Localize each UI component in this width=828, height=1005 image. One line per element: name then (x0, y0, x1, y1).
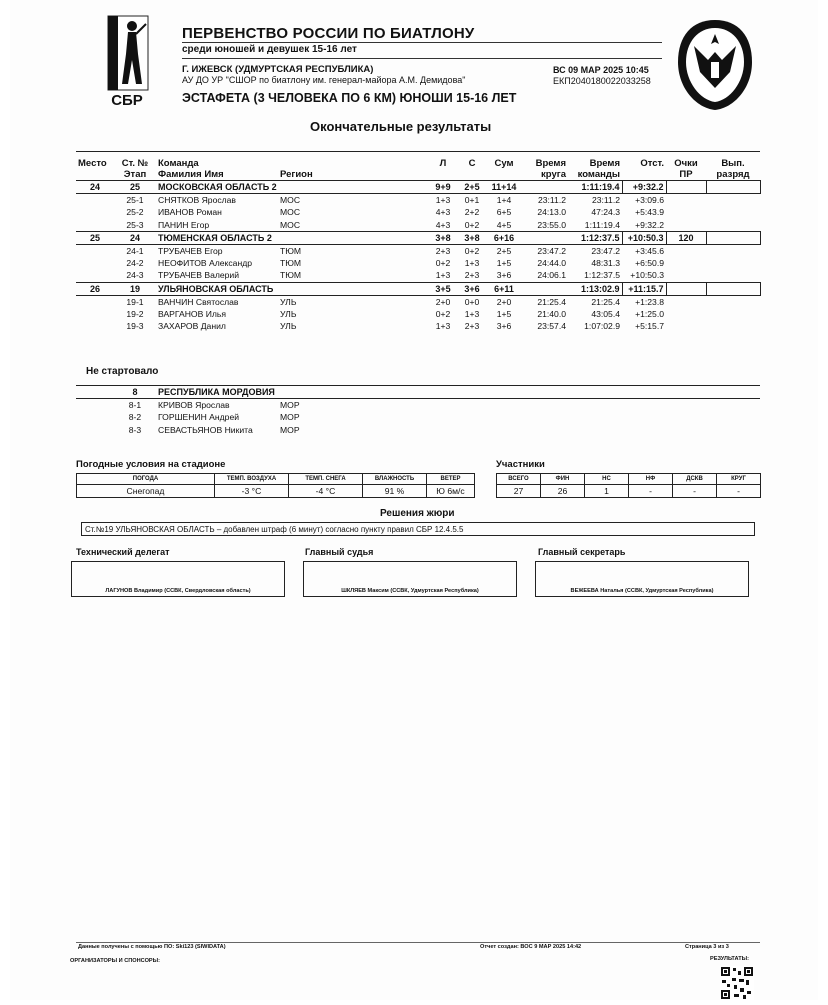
member-place (76, 206, 114, 218)
member-row (76, 269, 760, 282)
qr-code-icon (720, 966, 754, 1000)
member-behind: +3:45.6 (635, 246, 664, 257)
col-place: Место (76, 152, 114, 181)
weather-value-row (77, 485, 475, 498)
col-team: Команда Фамилия Имя (156, 152, 278, 181)
team-standing: 3+8 (458, 231, 486, 244)
member-prone: 0+2 (435, 308, 451, 319)
official-title-secretary: Главный секретарь (538, 547, 626, 557)
member-sum: 6+5 (496, 207, 512, 218)
team-prone: 3+8 (428, 231, 458, 244)
member-region: МОС (280, 219, 301, 230)
signature-box-judge (303, 561, 517, 597)
member-standing: 2+3 (464, 321, 480, 332)
participants-header-cell: ВСЕГО (497, 474, 541, 485)
logo-text: СБР (111, 92, 143, 109)
race-name: ЭСТАФЕТА (3 ЧЕЛОВЕКА ПО 6 КМ) ЮНОШИ 15-16 ЛЕТ (182, 91, 517, 105)
member-lap: 24:06.1 (537, 270, 566, 281)
member-row (76, 206, 760, 218)
member-standing: 2+2 (464, 207, 480, 218)
team-row (76, 231, 760, 244)
member-points (666, 320, 706, 332)
emblem-icon (672, 16, 758, 114)
team-name: ТЮМЕНСКАЯ ОБЛАСТЬ 2 (156, 231, 428, 244)
ns-leg: 8-1 (128, 400, 142, 411)
member-name: СНЯТКОВ Ярослав (158, 195, 237, 206)
member-lap: 21:40.0 (537, 308, 566, 319)
organizer: АУ ДО УР "СШОР по биатлону им. генерал-майора А.М. Демидова" (182, 75, 466, 85)
ns-leg: 8-2 (128, 412, 142, 423)
member-name: ТРУБАЧЕВ Егор (158, 246, 223, 257)
signature-box-secretary (535, 561, 749, 597)
member-leg: 19-3 (126, 321, 144, 332)
member-sum: 1+5 (496, 258, 512, 269)
team-place: 24 (76, 181, 114, 194)
location: Г. ИЖЕВСК (УДМУРТСКАЯ РЕСПУБЛИКА) (182, 64, 374, 75)
member-leg: 19-2 (126, 308, 144, 319)
team-behind: +9:32.2 (622, 181, 666, 194)
member-row (76, 219, 760, 232)
team-name: УЛЬЯНОВСКАЯ ОБЛАСТЬ (156, 282, 428, 295)
member-points (666, 206, 706, 218)
member-points (666, 269, 706, 282)
member-points (666, 194, 706, 207)
member-region: МОС (280, 195, 301, 206)
member-sum: 3+6 (496, 321, 512, 332)
team-points: 120 (666, 231, 706, 244)
ns-name: СЕВАСТЬЯНОВ Никита (158, 424, 253, 435)
member-name: ВАНЧИН Святослав (158, 296, 239, 307)
member-rank (706, 257, 760, 269)
member-prone: 4+3 (435, 207, 451, 218)
member-standing: 0+2 (464, 246, 480, 257)
weather-value-cell: -3 °C (215, 485, 289, 498)
member-points (666, 244, 706, 257)
member-team-time: 21:25.4 (591, 296, 620, 307)
not-started-label: Не стартовало (86, 366, 159, 377)
ns-blank (76, 424, 114, 436)
weather-value-cell: -4 °C (289, 485, 363, 498)
weather-header-cell: ВЛАЖНОСТЬ (363, 474, 427, 485)
participants-header-cell: ДСКВ (673, 474, 717, 485)
member-rank (706, 244, 760, 257)
footer-page: Страница 3 из 3 (685, 944, 729, 950)
weather-title: Погодные условия на стадионе (76, 459, 226, 470)
member-behind: +5:43.9 (635, 207, 664, 218)
subtitle: среди юношей и девушек 15-16 лет (182, 44, 357, 55)
col-lap-time: Время круга (522, 152, 568, 181)
weather-header-cell: ТЕМП. ВОЗДУХА (215, 474, 289, 485)
official-name-judge: ШКЛЯЕВ Максим (ССВК, Удмуртская Республика) (341, 588, 479, 594)
jury-title: Решения жюри (380, 508, 455, 519)
final-results-title: Окончательные результаты (310, 119, 492, 134)
member-rank (706, 206, 760, 218)
not-started-member-row (76, 399, 760, 412)
member-leg: 25-2 (126, 207, 144, 218)
member-standing: 0+2 (464, 219, 480, 230)
not-started-blank (428, 386, 760, 399)
not-started-bib: 8 (114, 386, 156, 399)
member-place (76, 308, 114, 320)
not-started-place (76, 386, 114, 399)
official-title-td: Технический делегат (76, 547, 170, 557)
team-behind: +11:15.7 (622, 282, 666, 295)
ns-name: ГОРШЕНИН Андрей (158, 412, 240, 423)
member-standing: 1+3 (464, 308, 480, 319)
member-region: ТЮМ (280, 258, 302, 269)
member-points (666, 295, 706, 308)
team-place: 26 (76, 282, 114, 295)
team-lap (522, 282, 568, 295)
participants-value-cell: 1 (585, 485, 629, 498)
official-title-judge: Главный судья (305, 547, 374, 557)
col-points: Очки ПР (666, 152, 706, 181)
footer-software: Данные получены с помощью ПО: Ski123 (SIWIDATA) (78, 944, 226, 950)
weather-header-cell: ПОГОДА (77, 474, 215, 485)
team-rank (706, 181, 760, 194)
member-standing: 0+0 (464, 296, 480, 307)
footer-rule (76, 942, 760, 943)
member-row (76, 308, 760, 320)
footer-organizers: ОРГАНИЗАТОРЫ И СПОНСОРЫ: (70, 958, 161, 964)
member-team-time: 23:11.2 (591, 195, 620, 206)
member-behind: +9:32.2 (635, 219, 664, 230)
team-standing: 2+5 (458, 181, 486, 194)
team-time: 1:13:02.9 (568, 282, 622, 295)
weather-value-cell: 91 % (363, 485, 427, 498)
not-started-member-row (76, 424, 760, 436)
team-row (76, 282, 760, 295)
member-prone: 0+2 (435, 258, 451, 269)
member-points (666, 219, 706, 232)
col-bib: Ст. № Этап (114, 152, 156, 181)
member-row (76, 320, 760, 332)
member-region: ТЮМ (280, 246, 302, 257)
member-lap: 23:55.0 (537, 219, 566, 230)
member-place (76, 219, 114, 232)
member-prone: 2+0 (435, 296, 451, 307)
member-leg: 24-1 (126, 246, 144, 257)
member-region: УЛЬ (280, 296, 297, 307)
member-behind: +3:09.6 (635, 195, 664, 206)
member-name: ЗАХАРОВ Данил (158, 321, 226, 332)
member-place (76, 244, 114, 257)
member-lap: 23:47.2 (537, 246, 566, 257)
ns-leg: 8-3 (128, 424, 142, 435)
member-leg: 25-3 (126, 219, 144, 230)
member-prone: 1+3 (435, 321, 451, 332)
member-lap: 24:13.0 (537, 207, 566, 218)
team-bib: 25 (114, 181, 156, 194)
member-name: ВАРГАНОВ Илья (158, 308, 227, 319)
results-page (10, 0, 818, 1000)
participants-table (496, 473, 761, 498)
member-team-time: 43:05.4 (591, 308, 620, 319)
member-name: ТРУБАЧЕВ Валерий (158, 270, 240, 281)
member-sum: 1+4 (496, 195, 512, 206)
member-team-time: 1:07:02.9 (584, 321, 620, 332)
member-region: УЛЬ (280, 308, 297, 319)
team-points (666, 181, 706, 194)
team-sum: 11+14 (486, 181, 522, 194)
member-sum: 1+5 (496, 308, 512, 319)
member-standing: 1+3 (464, 258, 480, 269)
participants-header-cell: НФ (629, 474, 673, 485)
member-standing: 2+3 (464, 270, 480, 281)
member-behind: +10:50.3 (630, 270, 664, 281)
ns-blank-tail (428, 424, 760, 436)
udmurtia-emblem (672, 16, 758, 114)
weather-value-cell: Ю 6м/с (427, 485, 475, 498)
member-sum: 4+5 (496, 219, 512, 230)
member-prone: 1+3 (435, 270, 451, 281)
ns-region: МОР (280, 412, 300, 423)
ns-blank-tail (428, 411, 760, 423)
participants-value-row (497, 485, 761, 498)
member-lap: 24:44.0 (537, 258, 566, 269)
member-region: УЛЬ (280, 321, 297, 332)
member-team-time: 23:47.2 (591, 246, 620, 257)
member-region: МОС (280, 207, 301, 218)
footer-results: РЕЗУЛЬТАТЫ: (710, 956, 749, 962)
participants-header-cell: ФИН (541, 474, 585, 485)
title-rule (182, 42, 662, 43)
member-lap: 23:11.2 (537, 195, 566, 206)
member-lap: 23:57.4 (537, 321, 566, 332)
participants-header-cell: КРУГ (717, 474, 761, 485)
ns-region: МОР (280, 400, 300, 411)
member-prone: 2+3 (435, 246, 451, 257)
weather-header-row (77, 474, 475, 485)
member-rank (706, 269, 760, 282)
team-points (666, 282, 706, 295)
participants-value-cell: 27 (497, 485, 541, 498)
member-behind: +1:23.8 (635, 296, 664, 307)
page-title: ПЕРВЕНСТВО РОССИИ ПО БИАТЛОНУ (182, 25, 475, 42)
member-place (76, 269, 114, 282)
member-behind: +6:50.9 (635, 258, 664, 269)
not-started-team: РЕСПУБЛИКА МОРДОВИЯ (156, 386, 428, 399)
member-team-time: 1:11:19.4 (584, 219, 620, 230)
weather-value-cell: Снегопад (77, 485, 215, 498)
team-rank (706, 231, 760, 244)
member-name: ПАНИН Егор (158, 219, 210, 230)
member-row (76, 244, 760, 257)
ns-blank (76, 411, 114, 423)
member-prone: 1+3 (435, 195, 451, 206)
team-prone: 9+9 (428, 181, 458, 194)
team-name: МОСКОВСКАЯ ОБЛАСТЬ 2 (156, 181, 428, 194)
member-sum: 2+5 (496, 246, 512, 257)
team-place: 25 (76, 231, 114, 244)
member-sum: 2+0 (496, 296, 512, 307)
member-points (666, 308, 706, 320)
race-datetime: ВС 09 МАР 2025 10:45 (553, 65, 649, 75)
member-leg: 25-1 (126, 195, 144, 206)
weather-header-cell: ВЕТЕР (427, 474, 475, 485)
signature-box-td (71, 561, 285, 597)
team-sum: 6+16 (486, 231, 522, 244)
member-name: НЕОФИТОВ Александр (158, 258, 252, 269)
col-rank: Вып. разряд (706, 152, 760, 181)
ns-name: КРИВОВ Ярослав (158, 400, 230, 411)
member-behind: +1:25.0 (635, 308, 664, 319)
ns-region: МОР (280, 424, 300, 435)
team-bib: 24 (114, 231, 156, 244)
subtitle-rule (182, 58, 662, 59)
member-row (76, 194, 760, 207)
race-code: ЕКП2040180022033258 (553, 76, 651, 86)
member-place (76, 194, 114, 207)
jury-decision: Ст.№19 УЛЬЯНОВСКАЯ ОБЛАСТЬ – добавлен штраф (6 минут) согласно пункту правил СБР 12.4.5.5 (81, 522, 755, 536)
participants-value-cell: - (717, 485, 761, 498)
member-rank (706, 308, 760, 320)
member-rank (706, 194, 760, 207)
footer-created: Отчет создан: ВОС 9 МАР 2025 14:42 (480, 944, 582, 950)
participants-value-cell: - (673, 485, 717, 498)
team-bib: 19 (114, 282, 156, 295)
col-standing: С (458, 152, 486, 181)
member-behind: +5:15.7 (635, 321, 664, 332)
member-row (76, 295, 760, 308)
member-lap: 21:25.4 (537, 296, 566, 307)
member-team-time: 1:12:37.5 (584, 270, 620, 281)
member-sum: 3+6 (496, 270, 512, 281)
table-header (76, 152, 760, 181)
results-table (76, 151, 761, 332)
col-region: Регион (278, 152, 428, 181)
member-points (666, 257, 706, 269)
member-prone: 4+3 (435, 219, 451, 230)
member-rank (706, 219, 760, 232)
col-sum: Сум (486, 152, 522, 181)
participants-header-cell: НС (585, 474, 629, 485)
team-behind: +10:50.3 (622, 231, 666, 244)
team-sum: 6+11 (486, 282, 522, 295)
member-place (76, 320, 114, 332)
participants-value-cell: 26 (541, 485, 585, 498)
member-team-time: 47:24.3 (591, 207, 620, 218)
not-started-member-row (76, 411, 760, 423)
team-rank (706, 282, 760, 295)
team-lap (522, 231, 568, 244)
not-started-table (76, 385, 760, 436)
member-standing: 0+1 (464, 195, 480, 206)
member-row (76, 257, 760, 269)
col-team-time: Время команды (568, 152, 622, 181)
team-lap (522, 181, 568, 194)
col-behind: Отст. (622, 152, 666, 181)
col-prone: Л (428, 152, 458, 181)
ns-blank-tail (428, 399, 760, 412)
member-leg: 24-2 (126, 258, 144, 269)
official-name-td: ЛАГУНОВ Владимир (ССВК, Свердловская область) (105, 588, 251, 594)
team-standing: 3+6 (458, 282, 486, 295)
member-team-time: 48:31.3 (591, 258, 620, 269)
official-name-secretary: ВЕЖЕЕВА Наталья (ССВК, Удмуртская Республика) (570, 588, 714, 594)
participants-value-cell: - (629, 485, 673, 498)
member-leg: 19-1 (126, 296, 144, 307)
results-body (76, 181, 760, 333)
weather-header-cell: ТЕМП. СНЕГА (289, 474, 363, 485)
team-time: 1:11:19.4 (568, 181, 622, 194)
member-name: ИВАНОВ Роман (158, 207, 222, 218)
member-place (76, 257, 114, 269)
member-rank (706, 295, 760, 308)
member-place (76, 295, 114, 308)
team-time: 1:12:37.5 (568, 231, 622, 244)
sbr-logo (102, 14, 152, 112)
not-started-team-row (76, 386, 760, 399)
member-region: ТЮМ (280, 270, 302, 281)
participants-header-row (497, 474, 761, 485)
team-prone: 3+5 (428, 282, 458, 295)
team-row (76, 181, 760, 194)
member-rank (706, 320, 760, 332)
not-started-members (76, 399, 760, 436)
weather-table (76, 473, 475, 498)
member-leg: 24-3 (126, 270, 144, 281)
participants-title: Участники (496, 459, 545, 470)
ns-blank (76, 399, 114, 412)
